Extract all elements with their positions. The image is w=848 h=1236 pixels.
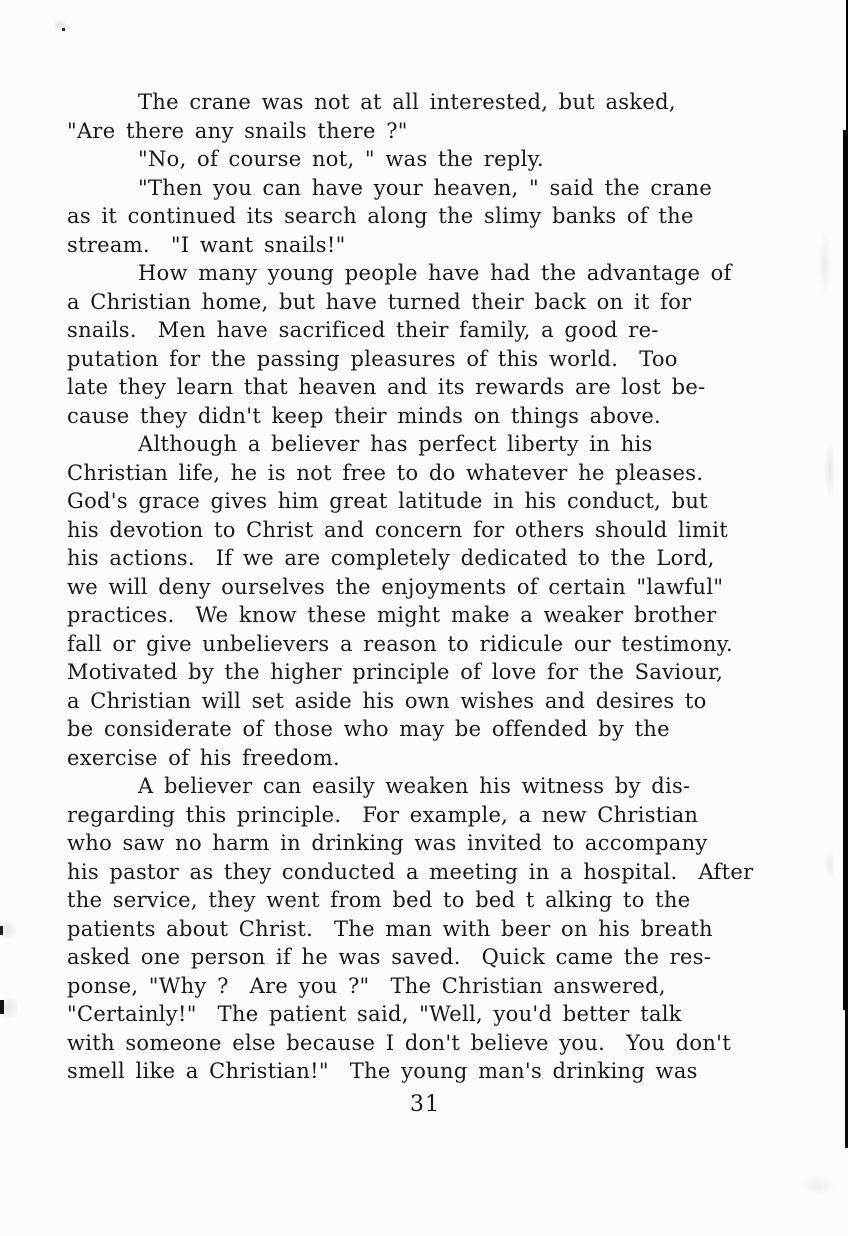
text-line: How many young people have had the advantage of: [138, 261, 732, 285]
text-line: exercise of his freedom.: [67, 745, 340, 770]
text-line: Motivated by the higher principle of love for the Saviour,: [67, 660, 724, 684]
text-line: late they learn that heaven and its rewards are lost be-: [67, 375, 706, 399]
text-line: cause they didn't keep their minds on things above.: [67, 403, 662, 428]
text-line: "No, of course not, " was the reply.: [138, 147, 544, 171]
text-line: Christian life, he is not free to do whatever he pleases.: [67, 460, 704, 485]
text-line: A believer can easily weaken his witness by dis-: [138, 774, 691, 798]
text-line: a Christian will set aside his own wishes and desires to: [67, 688, 707, 713]
text-line: Although a believer has perfect liberty in his: [138, 432, 653, 456]
scan-speckle: [0, 1000, 4, 1014]
text-line: his actions. If we are completely dedicated to the Lord,: [67, 546, 715, 570]
text-line: putation for the passing pleasures of this world. Too: [67, 346, 678, 371]
text-line: regarding this principle. For example, a new Christian: [67, 802, 699, 827]
text-line: smell like a Christian!" The young man's drinking was: [67, 1059, 698, 1083]
text-line: be considerate of those who may be offended by the: [67, 717, 670, 741]
page-number: 31: [410, 1092, 440, 1117]
text-line: "Certainly!" The patient said, "Well, you'd better talk: [67, 1002, 682, 1026]
scan-speckle: [62, 28, 65, 31]
scan-smudge: [824, 440, 836, 500]
page-text: [67, 88, 783, 1086]
text-line: with someone else because I don't believe you. You don't: [67, 1030, 731, 1055]
scan-smudge: [824, 850, 836, 880]
scan-speckle: [0, 926, 3, 935]
text-line: a Christian home, but have turned their back on it for: [67, 289, 692, 314]
text-line: as it continued its search along the slimy banks of the: [67, 204, 694, 228]
text-line: his devotion to Christ and concern for others should limit: [67, 517, 728, 542]
text-line: God's grace gives him great latitude in his conduct, but: [67, 489, 708, 513]
text-line: snails. Men have sacrificed their family, a good re-: [67, 318, 659, 342]
text-line: ponse, "Why ? Are you ?" The Christian answered,: [67, 973, 666, 998]
scan-smudge: [800, 1175, 836, 1195]
text-line: his pastor as they conducted a meeting in a hospital. After: [67, 859, 754, 884]
scan-smudge: [818, 230, 832, 300]
text-line: stream. "I want snails!": [67, 232, 346, 257]
text-line: "Then you can have your heaven, " said the crane: [138, 175, 713, 200]
text-line: patients about Christ. The man with beer on his breath: [67, 916, 713, 941]
text-line: The crane was not at all interested, but asked,: [138, 90, 676, 114]
text-line: the service, they went from bed to bed t alking to the: [67, 888, 691, 912]
scan-edge-artifact: [843, 130, 848, 1010]
text-line: who saw no harm in drinking was invited to accompany: [67, 831, 708, 855]
text-line: "Are there any snails there ?": [67, 118, 408, 143]
text-line: we will deny ourselves the enjoyments of certain "lawful": [67, 574, 724, 599]
text-line: practices. We know these might make a weaker brother: [67, 603, 717, 627]
text-line: fall or give unbelievers a reason to ridicule our testimony.: [67, 631, 734, 656]
text-line: asked one person if he was saved. Quick came the res-: [67, 945, 712, 969]
